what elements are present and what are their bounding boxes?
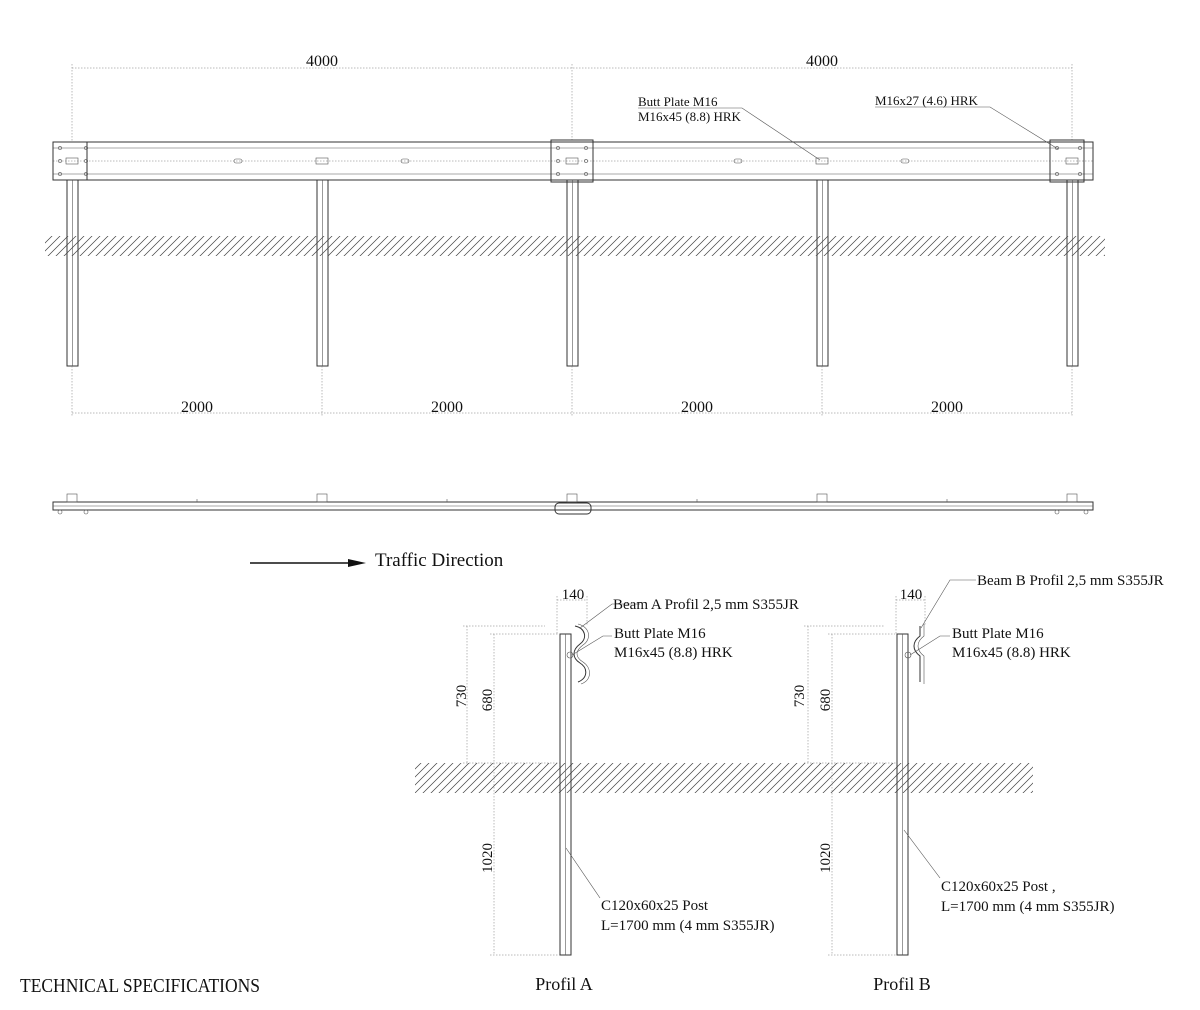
profil-a-butt-line2: M16x45 (8.8) HRK xyxy=(614,645,733,661)
profil-a-butt-line1: Butt Plate M16 xyxy=(614,626,706,642)
ground-hatch-elevation xyxy=(45,236,1105,256)
profil-b-width-dim: 140 xyxy=(899,587,923,603)
technical-specifications-title: TECHNICAL SPECIFICATIONS xyxy=(20,975,260,997)
dim-4000-right: 4000 xyxy=(806,53,838,70)
profil-a-dim-680: 680 xyxy=(480,688,496,712)
elevation-view xyxy=(45,53,1105,417)
traffic-direction-label: Traffic Direction xyxy=(375,550,504,571)
profil-b-title: Profil B xyxy=(873,974,931,994)
profil-a-dim-730: 730 xyxy=(454,684,470,708)
callout-bolt xyxy=(875,93,1058,149)
callout-butt-plate xyxy=(638,94,820,160)
profil-b-dim-680: 680 xyxy=(818,688,834,712)
profil-b-butt-line2: M16x45 (8.8) HRK xyxy=(952,645,1071,661)
posts xyxy=(67,180,1078,366)
dim-4000-left: 4000 xyxy=(306,53,338,70)
plan-view xyxy=(53,494,1093,514)
callout-butt-line2: M16x45 (8.8) HRK xyxy=(638,109,741,124)
profil-a-beam-label: Beam A Profil 2,5 mm S355JR xyxy=(613,597,799,613)
ground-hatch-profiles xyxy=(415,763,1033,793)
profil-a-dim-1020: 1020 xyxy=(480,843,496,873)
callout-bolt-text: M16x27 (4.6) HRK xyxy=(875,93,978,108)
profil-b-beam xyxy=(914,626,920,682)
profil-a-width-dim: 140 xyxy=(561,587,585,603)
profil-a-post-line2: L=1700 mm (4 mm S355JR) xyxy=(601,918,775,934)
profil-a-title: Profil A xyxy=(535,974,593,994)
profil-b-butt-line1: Butt Plate M16 xyxy=(952,626,1044,642)
profil-b-post-line2: L=1700 mm (4 mm S355JR) xyxy=(941,899,1115,915)
profil-b-dim-1020: 1020 xyxy=(818,843,834,873)
dim-2000-2: 2000 xyxy=(431,399,463,416)
rail-beam xyxy=(53,140,1093,182)
callout-butt-line1: Butt Plate M16 xyxy=(638,94,718,109)
profil-a-post-line1: C120x60x25 Post xyxy=(601,898,709,914)
dim-2000-3: 2000 xyxy=(681,399,713,416)
traffic-direction xyxy=(250,550,504,571)
bottom-dimension xyxy=(72,366,1072,417)
profil-b-beam-label: Beam B Profil 2,5 mm S355JR xyxy=(977,573,1164,589)
dim-2000-1: 2000 xyxy=(181,399,213,416)
arrow-right-icon xyxy=(348,559,366,567)
profil-b-post-line1: C120x60x25 Post , xyxy=(941,879,1056,895)
dim-2000-4: 2000 xyxy=(931,399,963,416)
profil-a-beam xyxy=(574,626,586,682)
profil-b-dim-730: 730 xyxy=(792,684,808,708)
